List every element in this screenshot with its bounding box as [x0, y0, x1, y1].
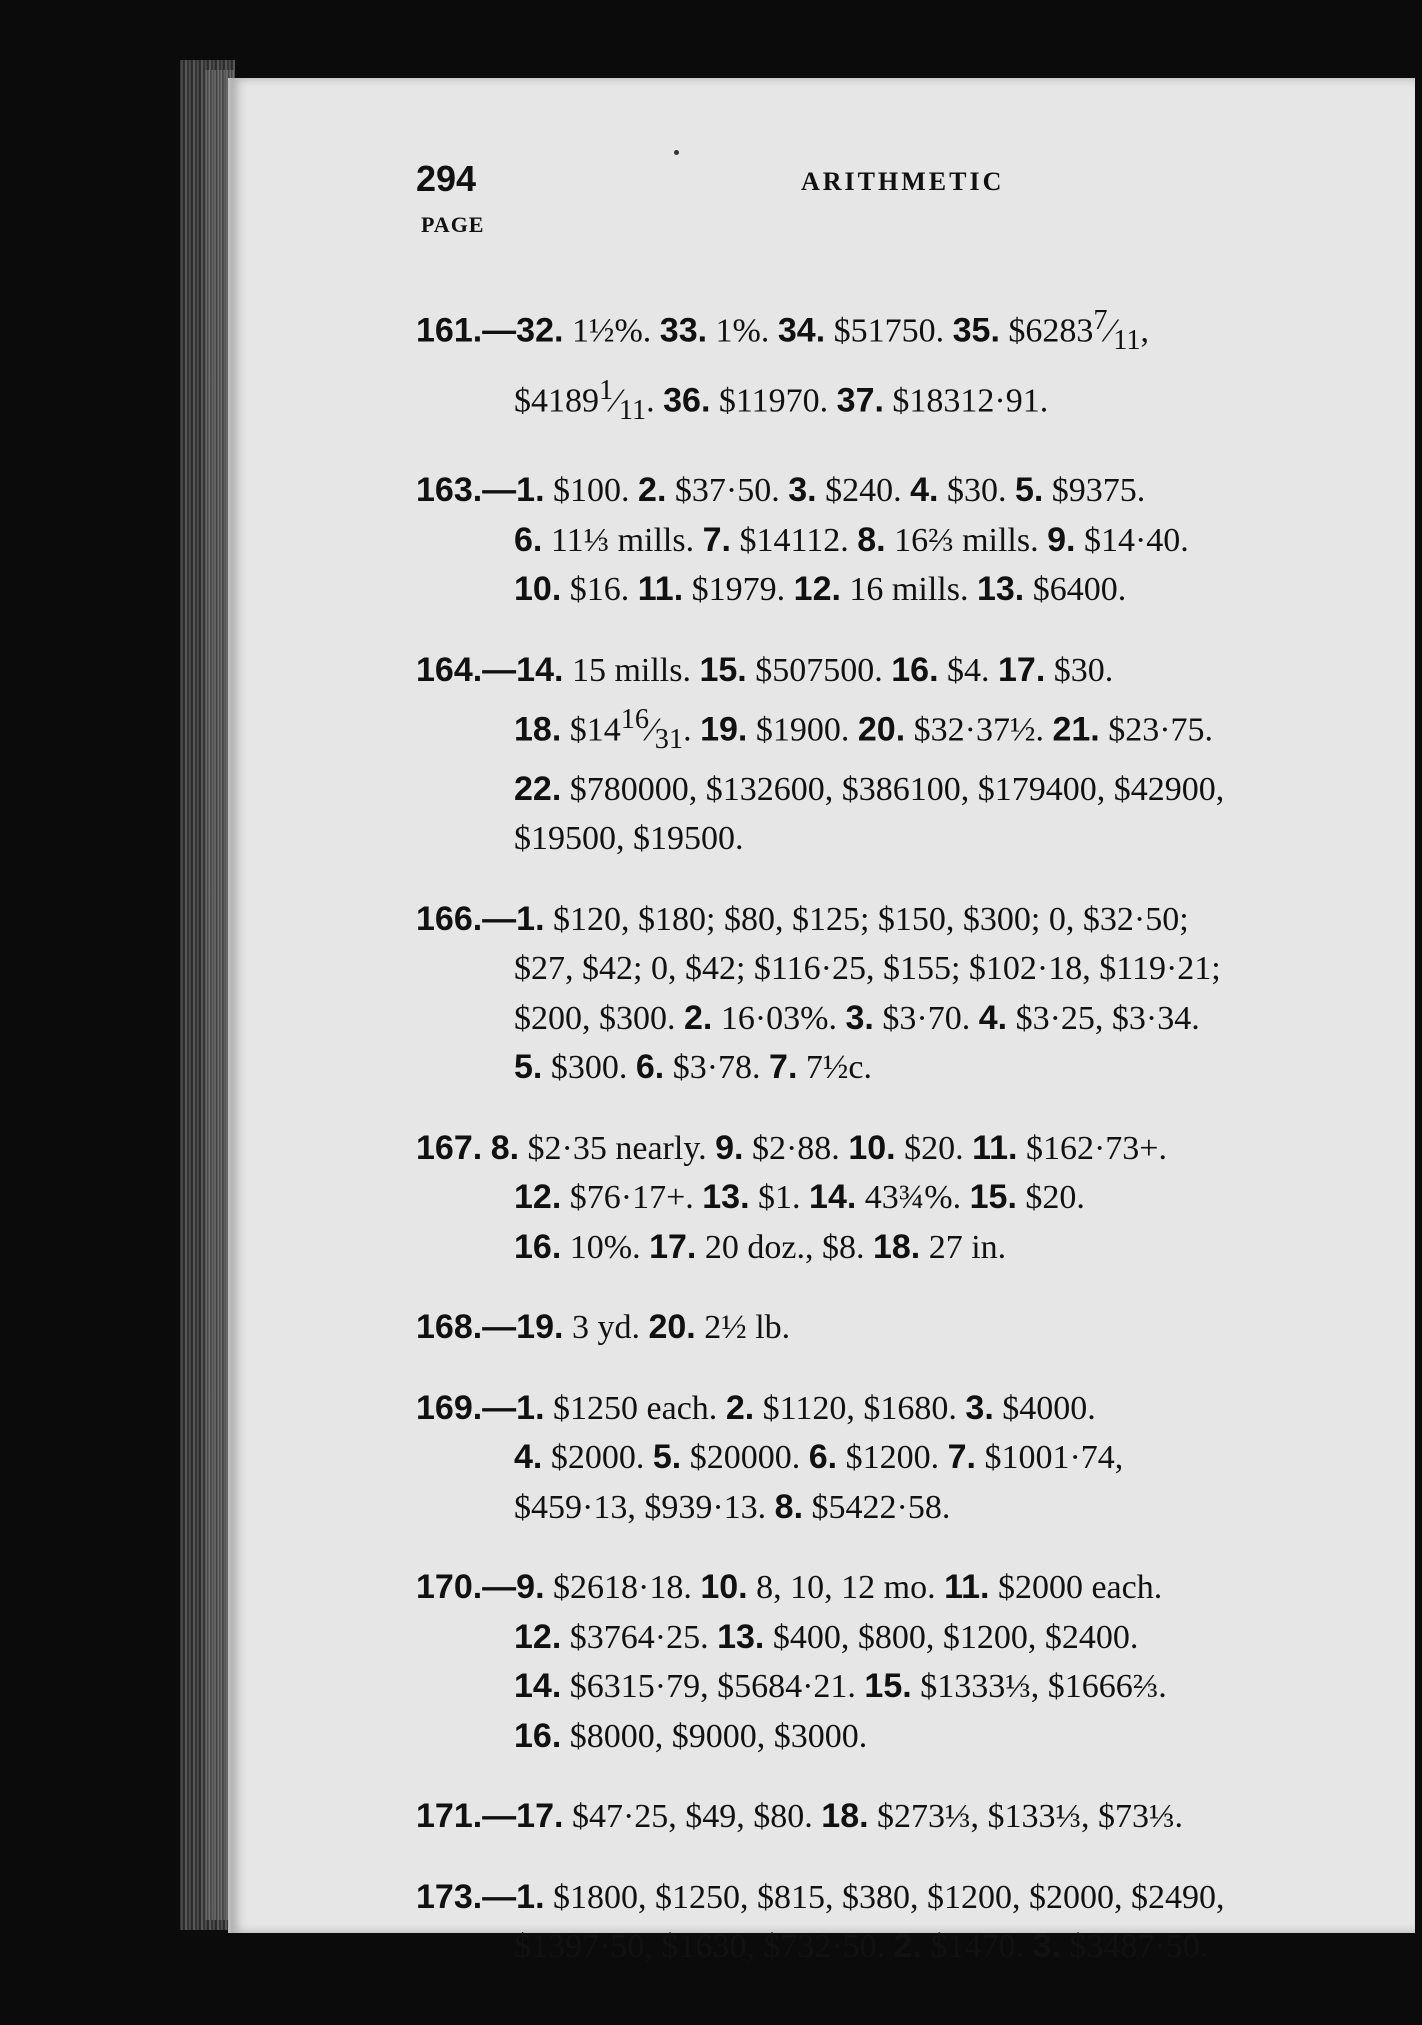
answer-entry [416, 466, 1366, 615]
answer-entry [416, 1792, 1366, 1842]
book-page [228, 78, 1415, 1966]
answer-line: $200, $300. 2. 16·03%. 3. $3·70. 4. $3·25, $3·34. [514, 998, 1200, 1037]
answer-line: 10. $16. 11. $1979. 12. 16 mills. 13. $6400. [514, 570, 1127, 609]
answer-line: $19500, $19500. [514, 820, 744, 858]
answer-line: $\$4189^1⁄_{11}$. 36. $11970. 37. $18312·91. [514, 374, 1049, 426]
answer-line: 171.—17. $47·25, $49, $80. 18. $273⅓, $133⅓, $73⅓. [416, 1797, 1184, 1836]
answer-line: $27, $42; 0, $42; $116·25, $155; $102·18, $119·21; [514, 950, 1221, 988]
answer-entry [416, 646, 1366, 864]
answer-line: 6. 11⅓ mills. 7. $14112. 8. 16⅔ mills. 9. $14·40. [514, 520, 1189, 559]
page-number: 294 [416, 158, 477, 199]
answer-entry [416, 1303, 1366, 1353]
answer-line: $459·13, $939·13. 8. $5422·58. [514, 1487, 951, 1526]
answer-entry [416, 1873, 1366, 1972]
answer-line: 173.—1. $1800, $1250, $815, $380, $1200, $2000, $2490, [416, 1877, 1225, 1916]
answer-line: 163.—1. $100. 2. $37·50. 3. $240. 4. $30. 5. $9375. [416, 471, 1146, 510]
answer-line: 170.—9. $2618·18. 10. 8, 10, 12 mo. 11. $2000 each. [416, 1568, 1163, 1607]
answer-line: 161.—32. 1½%. 33. 1%. 34. $51750. 35. $\$6283^7⁄_{11}$, [416, 305, 1150, 357]
running-title: ARITHMETIC [801, 167, 1005, 196]
answer-line: 16. $8000, $9000, $3000. [514, 1716, 868, 1755]
answer-line: 12. $76·17+. 13. $1. 14. 43¾%. 15. $20. [514, 1178, 1085, 1217]
answer-entry [416, 1563, 1366, 1761]
answer-line: 5. $300. 6. $3·78. 7. 7½c. [514, 1048, 872, 1087]
answer-line: 166.—1. $120, $180; $80, $125; $150, $300; 0, $32·50; [416, 899, 1189, 938]
answer-line: 12. $3764·25. 13. $400, $800, $1200, $2400. [514, 1617, 1139, 1656]
answer-entry [416, 296, 1366, 435]
answer-line: 22. $780000, $132600, $386100, $179400, $42900, [514, 769, 1225, 808]
answer-entry [416, 895, 1366, 1093]
answer-line: 18. $\$14^{16}⁄_{31}$. 19. $1900. 20. $32·37½. 21. $23·75. [514, 704, 1214, 756]
answer-line: 16. 10%. 17. 20 doz., $8. 18. 27 in. [514, 1227, 1007, 1266]
answer-entry [416, 1124, 1366, 1273]
page-column-label: PAGE [421, 212, 485, 237]
answer-line: 164.—14. 15 mills. 15. $507500. 16. $4. 17. $30. [416, 650, 1114, 689]
answer-line: 169.—1. $1250 each. 2. $1120, $1680. 3. $4000. [416, 1388, 1096, 1427]
answer-line: $1397·50, $1630, $732·50. 2. $1470. 3. $3487·50. [514, 1927, 1209, 1966]
speck [674, 150, 679, 155]
answer-entries [416, 296, 1366, 2003]
answer-entry [416, 1384, 1366, 1533]
answer-line: 14. $6315·79, $5684·21. 15. $1333⅓, $1666⅔. [514, 1667, 1167, 1706]
answer-line: 167. 8. $2·35 nearly. 9. $2·88. 10. $20. 11. $162·73+. [416, 1128, 1167, 1167]
answer-line: 4. $2000. 5. $20000. 6. $1200. 7. $1001·74, [514, 1438, 1124, 1477]
answer-line: 168.—19. 3 yd. 20. 2½ lb. [416, 1308, 791, 1347]
